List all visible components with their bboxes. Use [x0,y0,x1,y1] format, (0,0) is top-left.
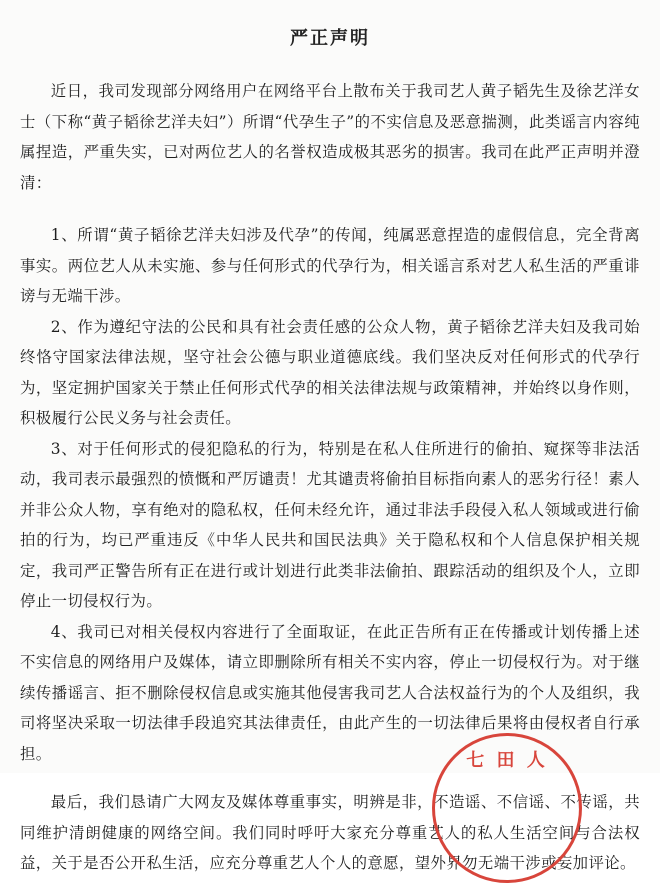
closing-paragraph: 最后，我们恳请广大网友及媒体尊重事实，明辨是非，不造谣、不信谣、不传谣，共同维护清朗健康的网络空间。我们同时呼吁大家充分尊重艺人的私人生活空间与合法权益，关于是否公开私生活，应充分尊重艺人个人的意愿，望外界勿无端干涉或妄加评论。 [20,793,640,872]
seal-text: 七 田 人 [466,750,548,771]
point-3-paragraph: 3、对于任何形式的侵犯隐私的行为，特别是在私人住所进行的偷拍、窥探等非法活动，我司表示最强烈的愤慨和严厉谴责！尤其谴责将偷拍目标指向素人的恶劣行径！素人并非公众人物，享有绝对的隐私权，任何未经允许，通过非法手段侵入私人领域或进行偷拍的行为，均已严重违反《中华人民共和国民法典》关于隐私权和个人信息保护相关规定，我司严正警告所有正在进行或计划进行此类非法偷拍、跟踪活动的组织及个人，立即停止一切侵权行为。 [20,439,640,610]
point-1-paragraph: 1、所谓“黄子韬徐艺洋夫妇涉及代孕”的传闻，纯属恶意捏造的虚假信息，完全背离事实。两位艺人从未实施、参与任何形式的代孕行为，相关谣言系对艺人私生活的严重诽谤与无端干涉。 [20,226,640,305]
intro-paragraph: 近日，我司发现部分网络用户在网络平台上散布关于我司艺人黄子韬先生及徐艺洋女士（下称“黄子韬徐艺洋夫妇”）所谓“代孕生子”的不实信息及恶意揣测，此类谣言内容纯属捏造，严重失实，已对两位艺人的名誉权造成极其恶劣的损害。我司在此严正声明并澄清： [20,82,640,192]
company-seal-stamp [432,733,582,883]
point-4-paragraph: 4、我司已对相关侵权内容进行了全面取证，在此正告所有正在传播或计划传播上述不实信息的网络用户及媒体，请立即删除所有相关不实内容，停止一切侵权行为。对于继续传播谣言、拒不删除侵权信息或实施其他侵害我司艺人合法权益行为的个人及组织，我司将坚决采取一切法律手段追究其法律责任，由此产生的一切法律后果将由侵权者自行承担。 [20,622,640,763]
point-2-paragraph: 2、作为遵纪守法的公民和具有社会责任感的公众人物，黄子韬徐艺洋夫妇及我司始终恪守国家法律法规，坚守社会公德与职业道德底线。我们坚决反对任何形式的代孕行为，坚定拥护国家关于禁止任何形式代孕的相关法律法规与政策精神，并始终以身作则，积极履行公民义务与社会责任。 [20,317,640,427]
document-title: 严正声明 [290,28,370,49]
